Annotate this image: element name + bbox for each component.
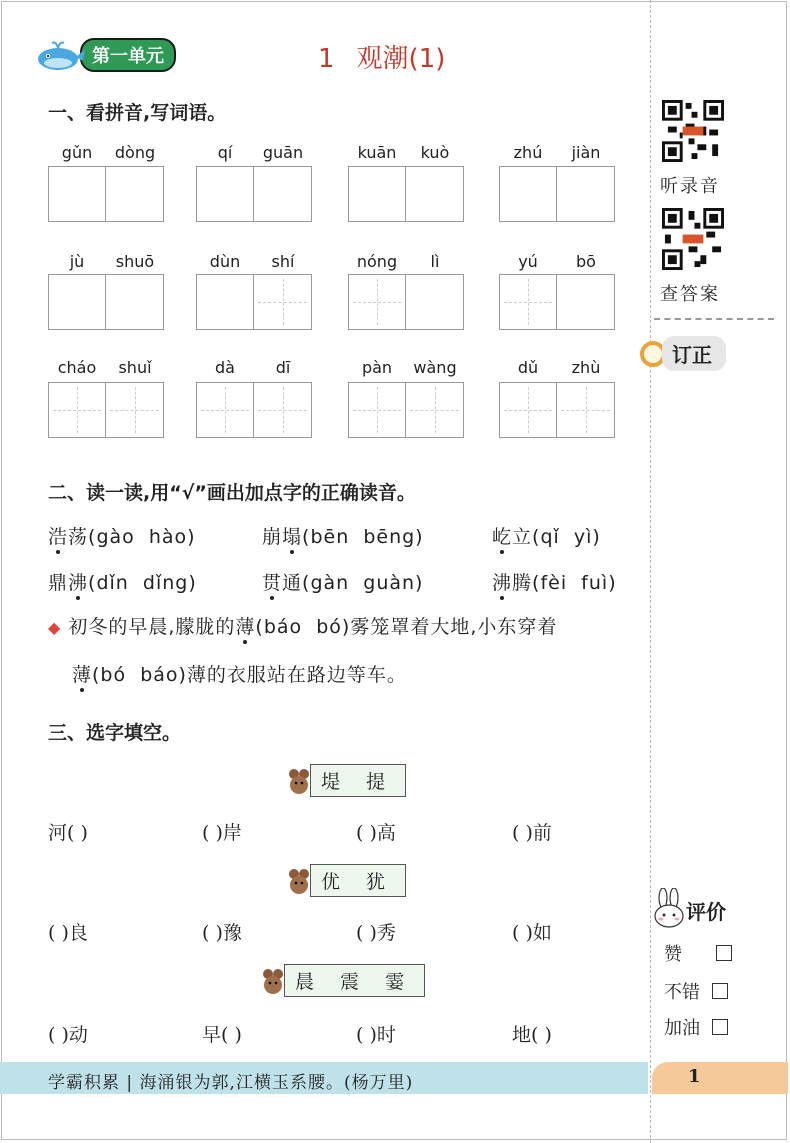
pronunciation-item[interactable]: 崩塌(bēn bēng) (262, 526, 424, 548)
char-choice-group (262, 964, 425, 997)
section-title: 三、选字填空。 (48, 722, 182, 744)
unit-label: 第一单元 (80, 38, 176, 72)
fill-blank[interactable]: ( )秀 (356, 922, 396, 944)
pinyin: bō (576, 252, 596, 271)
whale-icon (36, 39, 86, 71)
pinyin: zhù (571, 358, 601, 377)
qr-code-icon[interactable] (662, 100, 724, 162)
page-number: 1 (688, 1066, 701, 1087)
correction-label: 订正 (662, 336, 726, 371)
evaluation-title: 评价 (686, 900, 726, 924)
qr-answer-label: 查答案 (660, 284, 720, 305)
pinyin: yú (518, 252, 538, 271)
pinyin: jiàn (571, 143, 601, 162)
mouse-icon (262, 968, 284, 994)
fill-blank[interactable]: ( )良 (48, 922, 88, 944)
pronunciation-item[interactable]: 沸腾(fèi fuì) (492, 572, 617, 594)
pinyin: dà (215, 358, 235, 377)
writing-grid[interactable] (48, 382, 164, 438)
fill-blank[interactable]: ( )豫 (202, 922, 242, 944)
evaluation-option[interactable]: 加油 (664, 1014, 728, 1040)
sentence-line[interactable]: ◆ 初冬的早晨,朦胧的薄(báo bó)雾笼罩着大地,小东穿着 (48, 616, 558, 638)
pinyin: gǔn (61, 143, 93, 162)
pinyin: dī (275, 358, 291, 377)
pinyin: lì (430, 252, 440, 271)
fill-blank[interactable]: ( )如 (512, 922, 552, 944)
diamond-icon: ◆ (48, 618, 62, 637)
evaluation-option[interactable]: 不错 (664, 978, 728, 1004)
pinyin: pàn (361, 358, 393, 377)
writing-grid[interactable] (196, 166, 312, 222)
pinyin: shí (271, 252, 295, 271)
fill-blank[interactable]: ( )时 (356, 1024, 396, 1046)
writing-grid[interactable] (348, 166, 464, 222)
writing-grid[interactable] (196, 382, 312, 438)
pinyin: shuǐ (118, 358, 152, 377)
pinyin: kuò (420, 143, 450, 162)
footer-quote: 学霸积累 | 海涌银为郭,江横玉系腰。(杨万里) (48, 1073, 414, 1093)
char-choice-group (288, 864, 406, 897)
fill-blank[interactable]: 早( ) (202, 1024, 242, 1046)
fill-blank[interactable]: 河( ) (48, 822, 88, 844)
fill-blank[interactable]: ( )高 (356, 822, 396, 844)
section-title: 一、看拼音,写词语。 (48, 102, 227, 124)
pinyin: wàng (413, 358, 457, 377)
pinyin: dòng (114, 143, 156, 162)
writing-grid[interactable] (499, 166, 615, 222)
mouse-icon (288, 768, 310, 794)
pronunciation-item[interactable]: 贯通(gàn guàn) (262, 572, 424, 594)
sentence-line[interactable]: 薄(bó báo)薄的衣服站在路边等车。 (72, 664, 407, 686)
pronunciation-item[interactable]: 浩荡(gào hào) (48, 526, 196, 548)
rabbit-icon (652, 888, 686, 928)
writing-grid[interactable] (499, 382, 615, 438)
pinyin: shuō (115, 252, 155, 271)
pinyin: dùn (209, 252, 241, 271)
unit-badge (36, 38, 176, 72)
char-options: 优 犹 (310, 864, 406, 897)
fill-blank[interactable]: 地( ) (512, 1024, 552, 1046)
writing-grid[interactable] (48, 274, 164, 330)
qr-code-icon[interactable] (662, 208, 724, 270)
pronunciation-item[interactable]: 鼎沸(dǐn dǐng) (48, 572, 197, 594)
fill-blank[interactable]: ( )前 (512, 822, 552, 844)
pinyin: jù (69, 252, 85, 271)
writing-grid[interactable] (48, 166, 164, 222)
char-options: 堤 提 (310, 764, 406, 797)
checkbox[interactable] (712, 1019, 728, 1035)
checkbox[interactable] (712, 983, 728, 999)
pinyin: nóng (356, 252, 398, 271)
fill-blank[interactable]: ( )岸 (202, 822, 242, 844)
evaluation-option[interactable]: 赞 (664, 940, 732, 966)
fill-blank[interactable]: ( )动 (48, 1024, 88, 1046)
char-options: 晨 震 霎 (284, 964, 425, 997)
divider (654, 318, 774, 320)
pinyin: guān (262, 143, 304, 162)
pinyin: cháo (57, 358, 97, 377)
correction-badge (640, 336, 726, 371)
mouse-icon (288, 868, 310, 894)
lesson-title (318, 38, 445, 75)
lesson-name: 观潮(1) (356, 44, 446, 74)
writing-grid[interactable] (348, 274, 464, 330)
page-number-bar (652, 1062, 788, 1094)
pinyin: qí (217, 143, 233, 162)
lesson-number: 1 (318, 44, 335, 74)
pronunciation-item[interactable]: 屹立(qǐ yì) (492, 526, 601, 548)
writing-grid[interactable] (348, 382, 464, 438)
checkbox[interactable] (716, 945, 732, 961)
pinyin: dǔ (517, 358, 539, 377)
pinyin: kuān (357, 143, 397, 162)
section-title: 二、读一读,用“√”画出加点字的正确读音。 (48, 482, 416, 504)
writing-grid[interactable] (499, 274, 615, 330)
char-choice-group (288, 764, 406, 797)
writing-grid[interactable] (196, 274, 312, 330)
qr-listen-label: 听录音 (660, 176, 720, 197)
pinyin: zhú (513, 143, 543, 162)
